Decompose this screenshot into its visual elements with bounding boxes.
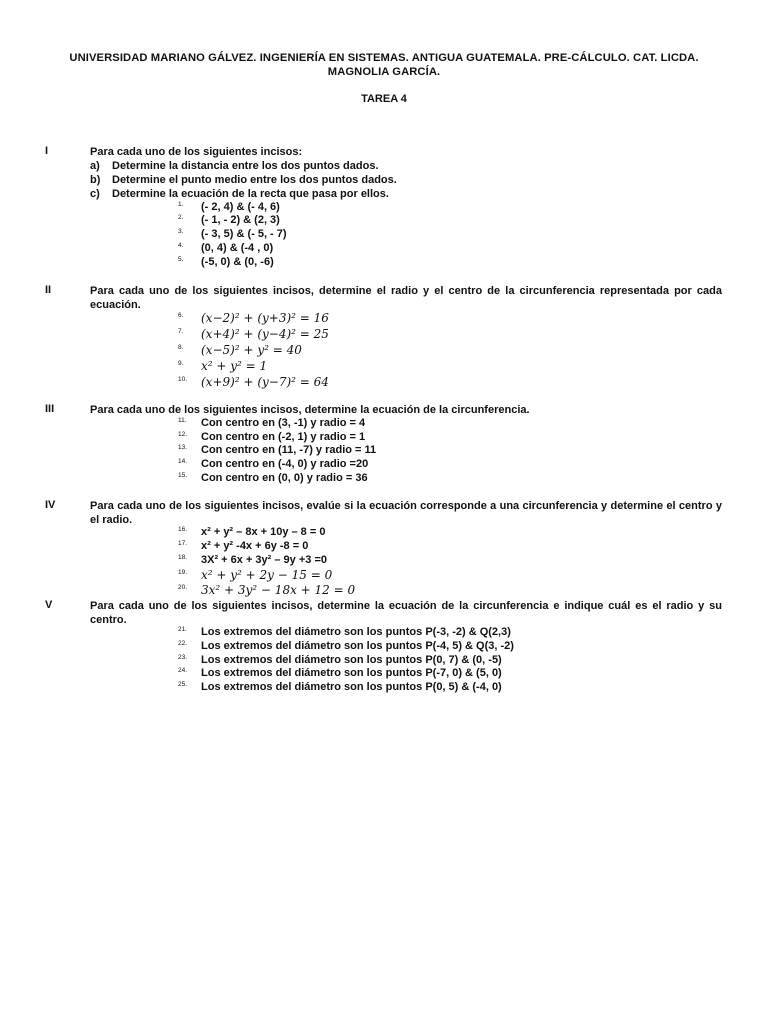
equation: (x−5)² + y² = 40 <box>201 343 302 357</box>
list-item: (- 3, 5) & (- 5, - 7) <box>201 228 287 240</box>
document-title: UNIVERSIDAD MARIANO GÁLVEZ. INGENIERÍA EN SISTEMAS. ANTIGUA GUATEMALA. PRE-CÁLCULO. CAT. LICDA. MAGNOLIA GARCÍA. <box>69 52 699 78</box>
equation: (x+4)² + (y−4)² = 25 <box>201 327 329 341</box>
item-number: 22. <box>178 640 188 647</box>
item-number: 2. <box>178 214 184 221</box>
item-number: 16. <box>178 526 188 533</box>
item-number: 18. <box>178 554 188 561</box>
list-item: Los extremos del diámetro son los puntos P(-4, 5) & Q(3, -2) <box>201 640 514 652</box>
item-number: 9. <box>178 360 184 367</box>
section-numeral: I <box>45 145 49 157</box>
list-item: x² + y² -4x + 6y -8 = 0 <box>201 540 309 552</box>
list-item: Con centro en (11, -7) y radio = 11 <box>201 444 377 456</box>
section-numeral: II <box>45 284 52 296</box>
item-number: 24. <box>178 667 188 674</box>
subitem-text: Determine el punto medio entre los dos puntos dados. <box>112 174 397 186</box>
list-item: x² + y² – 8x + 10y – 8 = 0 <box>201 526 326 538</box>
list-item: Con centro en (-2, 1) y radio = 1 <box>201 431 366 443</box>
section-instruction: Para cada uno de los siguientes incisos, determine la ecuación de la circunferencia. <box>90 404 530 416</box>
list-item: Con centro en (-4, 0) y radio =20 <box>201 458 369 470</box>
subitem-letter: a) <box>90 160 100 172</box>
section-numeral: III <box>45 403 55 415</box>
item-number: 12. <box>178 431 188 438</box>
list-item: (- 2, 4) & (- 4, 6) <box>201 201 280 213</box>
section-instruction: Para cada uno de los siguientes incisos: <box>90 146 303 158</box>
item-number: 25. <box>178 681 188 688</box>
item-number: 13. <box>178 444 188 451</box>
item-number: 19. <box>178 569 188 576</box>
item-number: 20. <box>178 584 188 591</box>
item-number: 15. <box>178 472 188 479</box>
item-number: 1. <box>178 201 184 208</box>
equation: x² + y² = 1 <box>201 359 268 373</box>
list-item: Los extremos del diámetro son los puntos P(-3, -2) & Q(2,3) <box>201 626 511 638</box>
equation: (x+9)² + (y−7)² = 64 <box>201 375 329 389</box>
section-numeral: IV <box>45 499 56 511</box>
item-number: 23. <box>178 654 188 661</box>
item-number: 14. <box>178 458 188 465</box>
section-instruction: Para cada uno de los siguientes incisos, determine la ecuación de la circunferencia e indique cuál es el radio y su centro. <box>90 600 722 626</box>
list-item: (0, 4) & (-4 , 0) <box>201 242 274 254</box>
list-item: Los extremos del diámetro son los puntos P(0, 5) & (-4, 0) <box>201 681 502 693</box>
item-number: 17. <box>178 540 188 547</box>
list-item: 3X² + 6x + 3y² – 9y +3 =0 <box>201 554 327 566</box>
subitem-letter: c) <box>90 188 100 200</box>
list-item: Los extremos del diámetro son los puntos P(0, 7) & (0, -5) <box>201 654 502 666</box>
list-item: Con centro en (0, 0) y radio = 36 <box>201 472 368 484</box>
subitem-text: Determine la ecuación de la recta que pasa por ellos. <box>112 188 389 200</box>
assignment-title: TAREA 4 <box>361 93 407 105</box>
list-item: Con centro en (3, -1) y radio = 4 <box>201 417 366 429</box>
section-numeral: V <box>45 599 53 611</box>
subitem-letter: b) <box>90 174 101 186</box>
section-instruction: Para cada uno de los siguientes incisos, determine el radio y el centro de la circunferencia representada por cada ecuación. <box>90 285 722 311</box>
item-number: 6. <box>178 312 184 319</box>
list-item: (-5, 0) & (0, -6) <box>201 256 274 268</box>
item-number: 10. <box>178 376 188 383</box>
item-number: 7. <box>178 328 184 335</box>
section-instruction: Para cada uno de los siguientes incisos, evalúe si la ecuación corresponde a una circunferencia y determine el centro y el radio. <box>90 500 722 526</box>
item-number: 3. <box>178 228 184 235</box>
item-number: 11. <box>178 417 187 424</box>
item-number: 8. <box>178 344 184 351</box>
subitem-text: Determine la distancia entre los dos puntos dados. <box>112 160 379 172</box>
equation: x² + y² + 2y − 15 = 0 <box>201 568 333 582</box>
list-item: Los extremos del diámetro son los puntos P(-7, 0) & (5, 0) <box>201 667 502 679</box>
item-number: 21. <box>178 626 188 633</box>
list-item: (- 1, - 2) & (2, 3) <box>201 214 280 226</box>
equation: (x−2)² + (y+3)² = 16 <box>201 311 329 325</box>
item-number: 4. <box>178 242 184 249</box>
equation: 3x² + 3y² − 18x + 12 = 0 <box>201 583 356 597</box>
item-number: 5. <box>178 256 184 263</box>
